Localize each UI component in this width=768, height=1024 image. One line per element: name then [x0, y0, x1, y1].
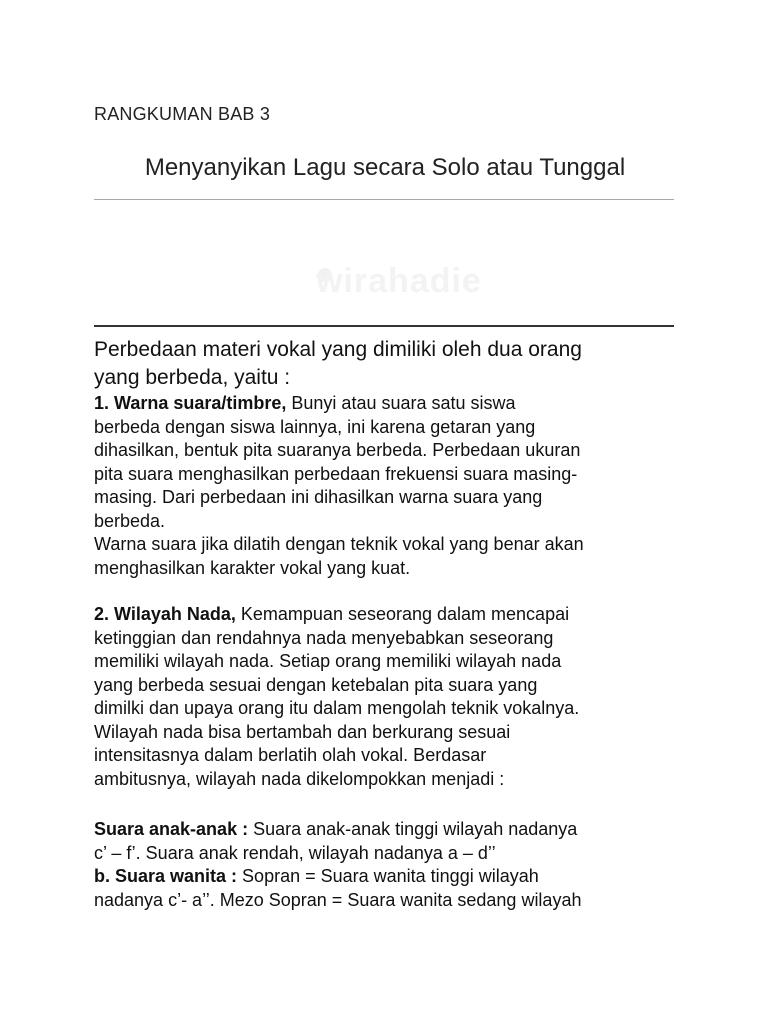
title-divider [94, 199, 674, 200]
paragraph-heading: b. Suara wanita : [94, 866, 238, 886]
paragraph-heading: 1. Warna suara/timbre, [94, 393, 287, 413]
paragraph-text: Bunyi atau suara satu siswa [286, 393, 516, 413]
paragraph-warna-suara [94, 392, 684, 580]
paragraph-text: Kemampuan seseorang dalam mencapai [235, 604, 570, 624]
paragraph-heading: 2. Wilayah Nada, [94, 604, 236, 624]
paragraph-text: intensitasnya dalam berlatih olah vokal. Berdasar [94, 745, 487, 765]
paragraph-text: pita suara menghasilkan perbedaan frekuensi suara masing- [94, 463, 578, 484]
paragraph-text: yang berbeda sesuai dengan ketebalan pita suara yang [94, 674, 538, 695]
paragraph-text: menghasilkan karakter vokal yang kuat. [94, 557, 411, 578]
chapter-kicker: RANGKUMAN BAB 3 [94, 104, 271, 124]
paragraph-text: Sopran = Suara wanita tinggi wilayah [237, 866, 539, 886]
paragraph-wilayah-nada [94, 603, 684, 791]
paragraph-text: dihasilkan, bentuk pita suaranya berbeda. Perbedaan ukuran [94, 440, 581, 460]
page-title: Menyanyikan Lagu secara Solo atau Tunggal [144, 154, 626, 181]
paragraph-text: masing. Dari perbedaan ini dihasilkan warna suara yang [94, 487, 543, 507]
intro-paragraph [94, 336, 684, 392]
section-divider [94, 325, 674, 327]
paragraph-text: memiliki wilayah nada. Setiap orang memiliki wilayah nada [94, 651, 562, 671]
paragraph-text: c’ – f’. Suara anak rendah, wilayah nadanya a – d’’ [94, 842, 496, 863]
paragraph-text: ambitusnya, wilayah nada dikelompokkan menjadi : [94, 768, 505, 789]
paragraph-heading: Suara anak-anak : [94, 819, 249, 839]
paragraph-text: Warna suara jika dilatih dengan teknik vokal yang benar akan [94, 534, 584, 554]
paragraph-voice-types [94, 818, 684, 912]
paragraph-text: Suara anak-anak tinggi wilayah nadanya [248, 819, 578, 839]
paragraph-text: dimilki dan upaya orang itu dalam mengolah teknik vokalnya. [94, 698, 580, 718]
watermark: wirahadie [316, 262, 482, 300]
paragraph-text: nadanya c’- a’’. Mezo Sopran = Suara wanita sedang wilayah [94, 889, 582, 910]
intro-line: Perbedaan materi vokal yang dimiliki oleh dua orang [94, 338, 582, 361]
paragraph-text: berbeda dengan siswa lainnya, ini karena getaran yang [94, 416, 536, 437]
paragraph-text: Wilayah nada bisa bertambah dan berkurang sesuai [94, 721, 511, 742]
intro-line: yang berbeda, yaitu : [94, 366, 291, 389]
paragraph-text: berbeda. [94, 510, 166, 531]
paragraph-text: ketinggian dan rendahnya nada menyebabkan seseorang [94, 627, 554, 648]
